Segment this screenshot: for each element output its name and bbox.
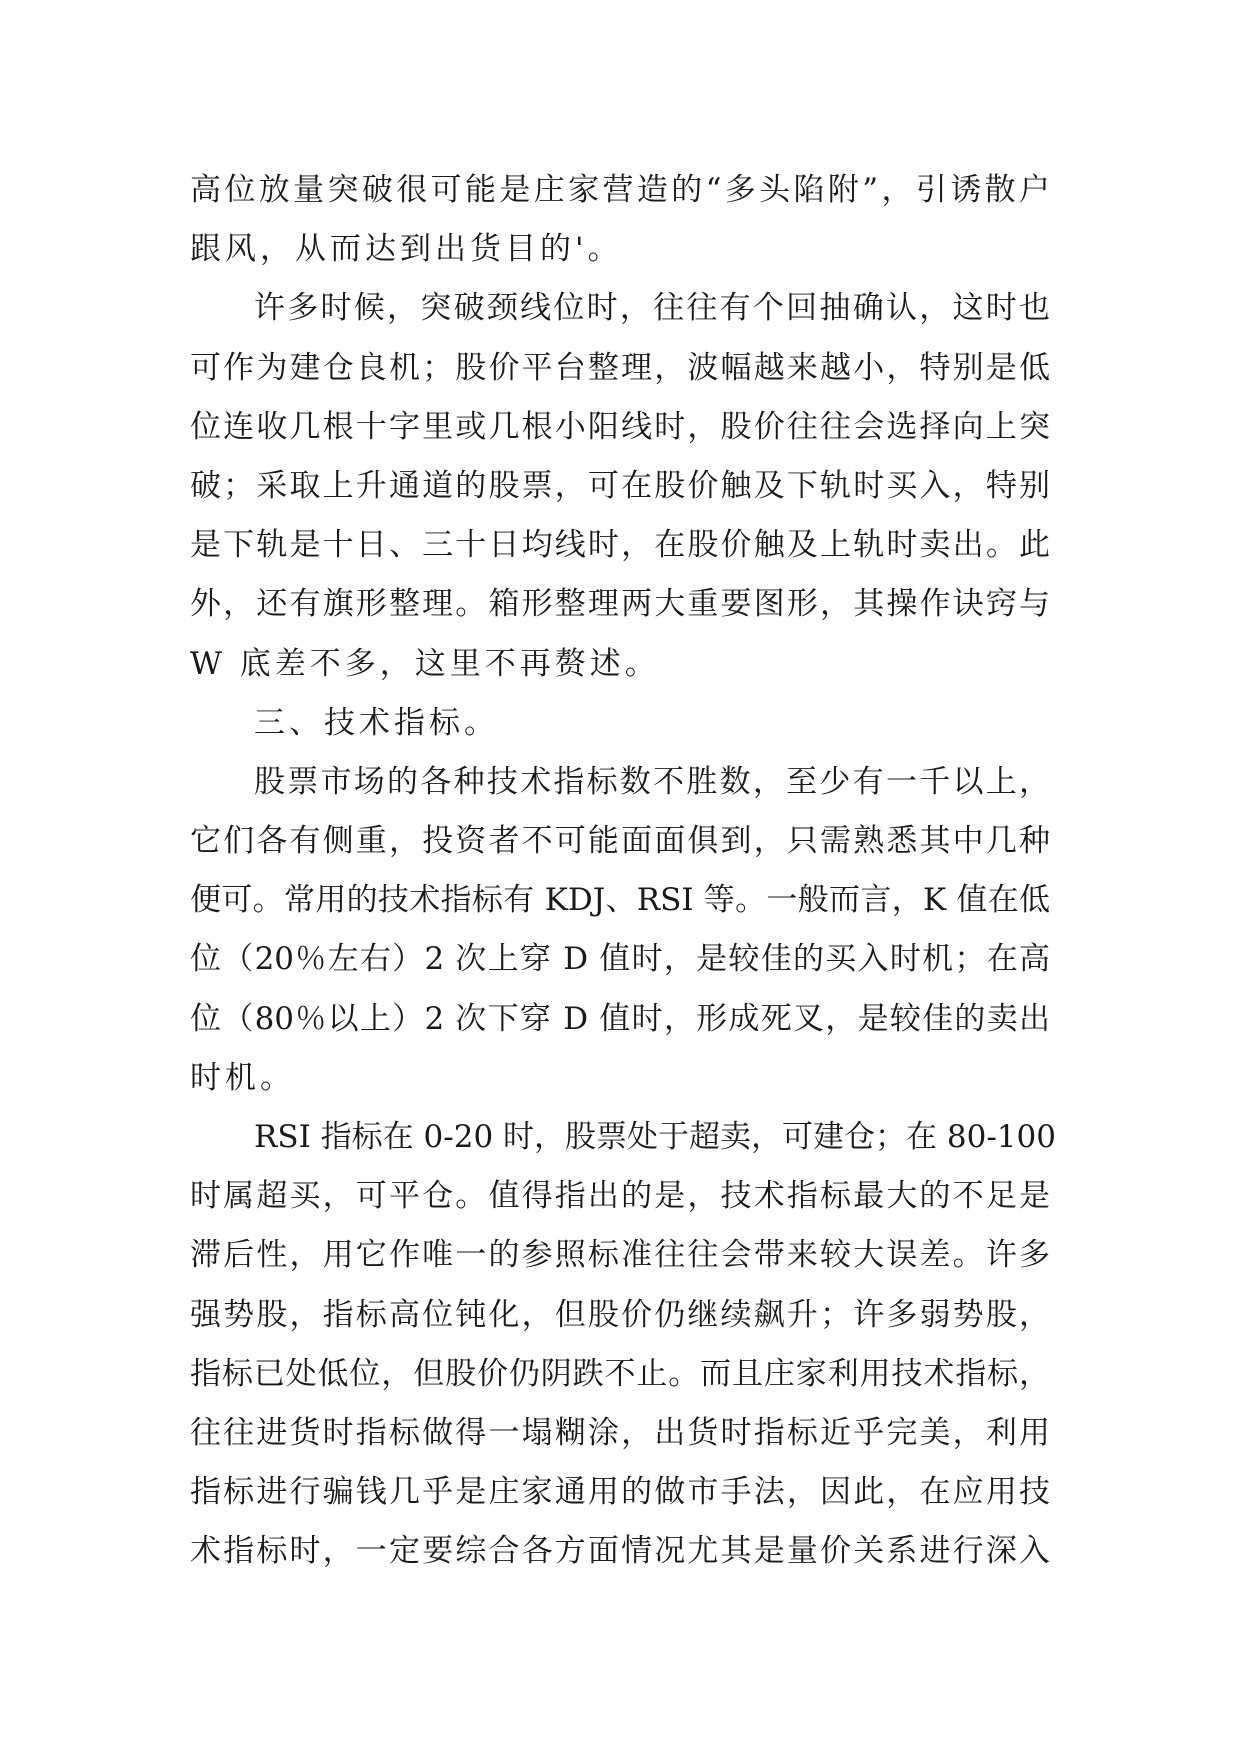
text-line: 它们各有侧重，投资者不可能面面俱到，只需熟悉其中几种 [190,823,1050,860]
text-line: 位连收几根十字里或几根小阳线时，股价往往会选择向上突 [190,408,1050,445]
text-line: 指标进行骗钱几乎是庄家通用的做市手法，因此，在应用技 [190,1474,1050,1511]
text-line: 位（80％以上）2 次下穿 D 值时，形成死叉，是较佳的卖出 [190,1000,1050,1037]
text-line: 高位放量突破很可能是庄家营造的“多头陷附”，引诱散户 [190,172,1050,208]
text-line: 外，还有旗形整理。箱形整理两大重要图形，其操作诀窍与 [190,586,1050,623]
text-line: 跟风，从而达到出货目的'。 [190,231,623,268]
text-line: 时属超买，可平仓。值得指出的是，技术指标最大的不足是 [190,1178,1050,1215]
text-line: 破；采取上升通道的股票，可在股价触及下轨时买入，特别 [190,467,1050,504]
text-line: 术指标时，一定要综合各方面情况尤其是量价关系进行深入 [190,1533,1050,1570]
text-line: 往往进货时指标做得一塌糊涂，出货时指标近乎完美，利用 [190,1414,1050,1451]
text-line: W 底差不多，这里不再赘述。 [190,645,660,682]
text-line: 指标已处低位，但股价仍阴跌不止。而且庄家利用技术指标， [190,1355,1050,1392]
text-line: 可作为建仓良机；股价平台整理，波幅越来越小，特别是低 [190,349,1050,386]
text-line: 滞后性，用它作唯一的参照标准往往会带来较大误差。许多 [190,1237,1050,1274]
document-body [190,161,1056,1582]
text-line: 便可。常用的技术指标有 KDJ、RSI 等。一般而言，K 值在低 [190,882,1050,919]
text-line: 是下轨是十日、三十日均线时，在股价触及上轨时卖出。此 [190,527,1050,564]
text-line: 时机。 [190,1059,295,1096]
text-line: 三、技术指标。 [254,704,499,741]
text-line: 股票市场的各种技术指标数不胜数，至少有一千以上， [254,763,1050,800]
text-line: 强势股，指标高位钝化，但股价仍继续飙升；许多弱势股， [190,1296,1050,1333]
text-line: RSI 指标在 0-20 时，股票处于超卖，可建仓；在 80-100 [254,1119,1056,1155]
text-line: 许多时候，突破颈线位时，往往有个回抽确认，这时也 [254,290,1050,327]
text-line: 位（20％左右）2 次上穿 D 值时，是较佳的买入时机；在高 [190,941,1050,978]
